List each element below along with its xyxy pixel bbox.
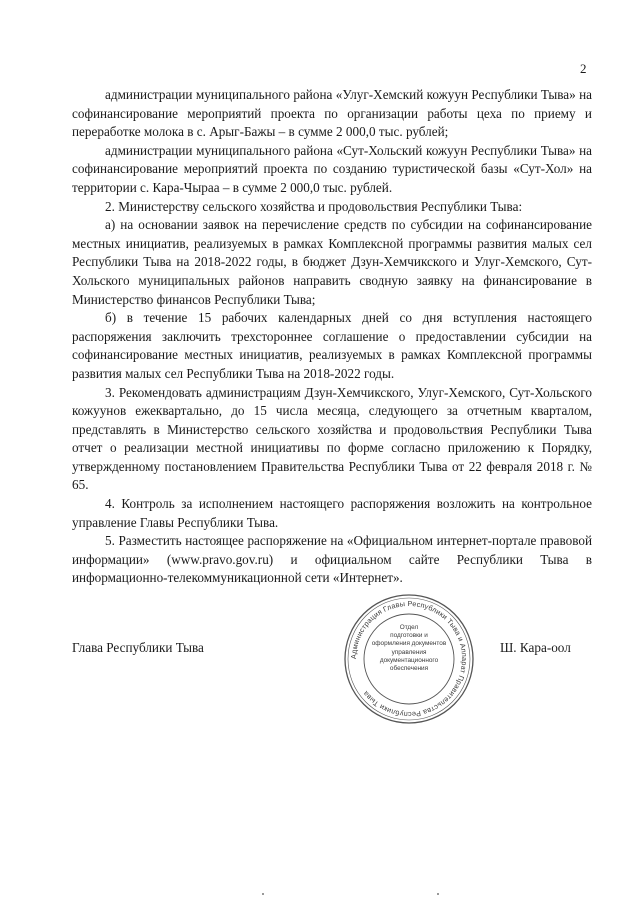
paragraph: 4. Контроль за исполнением настоящего распоряжения возложить на контрольное управление Главы Республики Тыва. <box>72 496 592 530</box>
paragraph: 5. Разместить настоящее распоряжение на «Официальном интернет-портале правовой информации» (www.pravo.gov.ru) и официальном сайте Республики Тыва в информационно-телекоммуникационной сети «Интернет». <box>72 533 592 586</box>
stamp-ring-text: Администрация Главы Республики Тыва и Аппарат Правительства Республики Тыва <box>348 598 470 720</box>
stamp-line: документационного <box>379 656 439 664</box>
paragraph: администрации муниципального района «Улуг-Хемский кожуун Республики Тыва» на софинансирование мероприятий проекта по организации работы цеха по приему и переработке молока в с. Арыг-Бажы – в сумме 2 000,0 тыс. рублей; <box>72 87 592 140</box>
signature-title: Глава Республики Тыва <box>72 640 204 655</box>
stamp-line: подготовки и <box>390 632 428 640</box>
stamp-line: оформления документов <box>371 640 447 648</box>
paragraph: 2. Министерству сельского хозяйства и продовольствия Республики Тыва: <box>105 198 523 214</box>
scan-mark <box>437 893 439 895</box>
scan-mark <box>262 893 264 895</box>
signature-name: Ш. Кара-оол <box>500 640 571 655</box>
page-number: 2 <box>580 61 587 76</box>
stamp-inner-text <box>367 624 451 673</box>
document-body <box>72 86 592 588</box>
official-stamp <box>342 592 476 726</box>
paragraph: 3. Рекомендовать администрациям Дзун-Хемчикского, Улуг-Хемского, Сут-Хольского кожуунов ежеквартально, до 15 числа месяца, следующего за отчетным кварталом, представлять в Министерство сельского хозяйства и продовольствия Республики Тыва отчет о реализации местной инициативы по форме согласно приложению к Порядку, утвержденному постановлением Правительства Республики Тыва от 22 февраля 2018 г. № 65. <box>72 384 592 493</box>
stamp-line: управления <box>391 648 427 656</box>
stamp-line: обеспечения <box>389 665 429 673</box>
stamp-line: Отдел <box>399 624 419 631</box>
paragraph: а) на основании заявок на перечисление средств по субсидии на софинансирование местных инициатив, реализуемых в рамках Комплексной программы развития малых сел Республики Тыва на 2018-2022 годы, в бюджет Дзун-Хемчикского и Улуг-Хемского, Сут-Хольского муниципальных районов направить сводную заявку на финансирование в Министерство финансов Республики Тыва; <box>72 217 592 307</box>
paragraph: администрации муниципального района «Сут-Хольский кожуун Республики Тыва» на софинансирование мероприятий проекта по созданию туристической базы «Сут-Хол» на территории с. Кара-Чыраа – в сумме 2 000,0 тыс. рублей. <box>72 142 592 195</box>
paragraph: б) в течение 15 рабочих календарных дней со дня вступления настоящего распоряжения заключить трехстороннее соглашение о предоставлении субсидии на софинансирование местных инициатив, реализуемых в рамках Комплексной программы развития малых сел Республики Тыва на 2018-2022 годы. <box>72 310 592 381</box>
